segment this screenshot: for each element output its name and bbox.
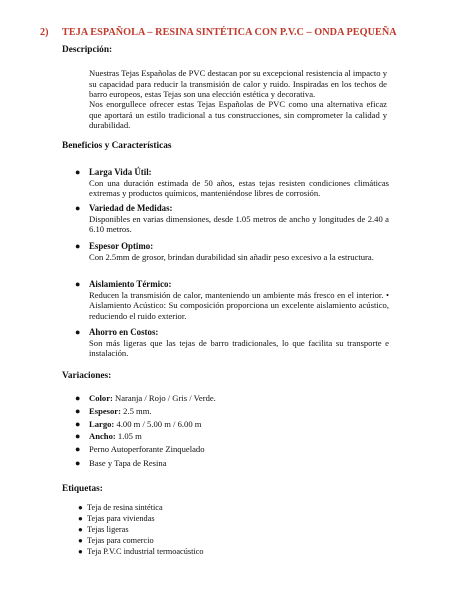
variation-value: 1.05 m — [117, 431, 142, 441]
variation-key: Largo: — [89, 419, 115, 429]
benefits-label: Beneficios y Características — [62, 141, 172, 151]
variation-value: 4.00 m / 5.00 m / 6.00 m — [116, 419, 202, 429]
bullet-icon: ● — [78, 503, 83, 512]
bullet-icon: ● — [75, 458, 81, 468]
bullet-icon: ● — [75, 444, 81, 454]
benefit-title: Ahorro en Costos: — [89, 327, 159, 337]
benefit-text: Con una duración estimada de 50 años, estas tejas resisten condiciones climáticas extremas y productos químicos, manteniéndose libres de corrosión. — [89, 178, 389, 199]
description-paragraph-2: Nos enorgullece ofrecer estas Tejas Españolas de PVC como una alternativa eficaz que aportará un estilo tradicional a tus construcciones, sin comprometer la calidad y durabilidad. — [89, 99, 387, 131]
benefit-text: Son más ligeras que las tejas de barro tradicionales, lo que facilita su transporte e instalación. — [89, 338, 389, 359]
tag-text: Teja P.V.C industrial termoacústico — [87, 547, 204, 556]
bullet-icon: ● — [75, 279, 81, 289]
variations-label: Variaciones: — [62, 371, 112, 381]
variation-key: Ancho: — [89, 431, 116, 441]
benefit-text: Disponibles en varias dimensiones, desde 1.05 metros de ancho y longitudes de 2.40 a 6.10 metros. — [89, 214, 389, 235]
benefit-title: Larga Vida Útil: — [89, 167, 152, 177]
bullet-icon: ● — [75, 167, 81, 177]
description-label: Descripción: — [62, 45, 113, 55]
bullet-icon: ● — [75, 327, 81, 337]
benefit-title: Aislamiento Térmico: — [89, 279, 172, 289]
bullet-icon: ● — [78, 547, 83, 556]
bullet-icon: ● — [75, 393, 81, 403]
section-heading — [40, 27, 397, 38]
benefit-text: Reducen la transmisión de calor, manteniendo un ambiente más fresco en el interior. • Aislamiento Acústico: Su composición proporciona un excelente aislamiento acústico, reduciendo el ruido exterior. — [89, 290, 389, 321]
benefit-title: Espesor Optimo: — [89, 241, 154, 251]
bullet-icon: ● — [75, 203, 81, 213]
bullet-icon: ● — [75, 241, 81, 251]
bullet-icon: ● — [75, 419, 81, 429]
variation-value: 2.5 mm. — [123, 406, 152, 416]
benefit-title: Variedad de Medidas: — [89, 203, 173, 213]
section-number: 2) — [40, 27, 49, 38]
description-paragraph-1: Nuestras Tejas Españolas de PVC destacan por su excepcional resistencia al impacto y su capacidad para reducir la transmisión de calor y ruido. Inspiradas en los techos de barro europeos, estas Tejas son una elección estética y decorativa. — [89, 68, 387, 100]
bullet-icon: ● — [78, 514, 83, 523]
tags-label: Etiquetas: — [62, 484, 103, 494]
variation-key: Color: — [89, 393, 113, 403]
variation-value: Naranja / Rojo / Gris / Verde. — [115, 393, 216, 403]
bullet-icon: ● — [78, 536, 83, 545]
bullet-icon: ● — [75, 431, 81, 441]
tag-text: Tejas ligeras — [87, 525, 129, 534]
bullet-icon: ● — [75, 406, 81, 416]
bullet-icon: ● — [78, 525, 83, 534]
variation-value: Perno Autoperforante Zinquelado — [89, 444, 205, 454]
variation-value: Base y Tapa de Resina — [89, 458, 167, 468]
tag-text: Tejas para comercio — [87, 536, 154, 545]
benefit-text: Con 2.5mm de grosor, brindan durabilidad sin añadir peso excesivo a la estructura. — [89, 252, 374, 262]
tag-text: Tejas para viviendas — [87, 514, 155, 523]
tag-text: Teja de resina sintética — [87, 503, 163, 512]
section-title: TEJA ESPAÑOLA – RESINA SINTÉTICA CON P.V.C – ONDA PEQUEÑA — [62, 27, 397, 38]
variation-key: Espesor: — [89, 406, 121, 416]
